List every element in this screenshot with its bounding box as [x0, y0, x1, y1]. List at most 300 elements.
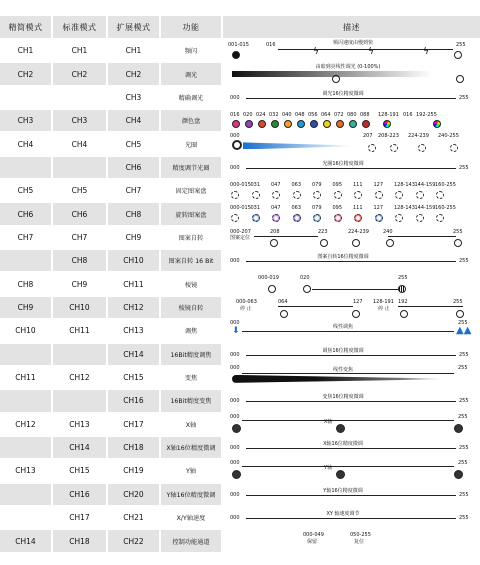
cell-simple: CH10	[15, 326, 36, 336]
scale-line	[242, 466, 454, 467]
cell-simple: CH7	[17, 232, 34, 242]
table-row	[0, 414, 480, 435]
table-row	[0, 87, 480, 108]
range-value: 020	[300, 274, 310, 281]
range-value: 208	[270, 228, 280, 235]
table-row	[0, 297, 480, 318]
range-caption: 变焦16位精度微调	[322, 394, 364, 401]
gobo-icon	[231, 214, 239, 222]
iris-icon	[390, 144, 398, 152]
gobo-range-label: 063	[291, 182, 302, 189]
range-start: 000-207	[230, 228, 251, 235]
description-cell	[228, 110, 480, 131]
description-cell	[228, 364, 480, 388]
range-caption: 线性变焦	[332, 366, 354, 373]
range-caption: X轴16位精度微调	[323, 440, 363, 447]
color-swatch-icon	[362, 120, 370, 128]
cell-standard: CH6	[53, 203, 106, 224]
gobo-range-label: 095	[332, 205, 343, 212]
scale-line	[246, 261, 456, 262]
cell-extended: CH22	[108, 530, 159, 551]
table-row	[0, 180, 480, 201]
cell-function: 颜色盘	[161, 110, 221, 131]
cell-standard: CH5	[71, 186, 88, 196]
range-caption: 频闪速度由慢到快	[332, 40, 374, 46]
prism-icon	[398, 285, 406, 293]
gobo-range-label: 000-015	[230, 182, 251, 189]
color-range-label: 040	[282, 112, 292, 119]
range-note: 复位	[354, 539, 365, 546]
prism-off-icon	[268, 285, 276, 293]
scale-line	[246, 168, 456, 169]
description-cell	[228, 250, 480, 271]
range-start: 000	[230, 364, 240, 371]
range-start: 000-063	[236, 298, 257, 305]
range-value: 224-239	[348, 228, 369, 235]
rainbow-icon	[433, 120, 441, 128]
range-caption: Y轴	[324, 465, 333, 472]
gobo-icon	[313, 214, 321, 222]
color-swatch-icon	[349, 120, 357, 128]
open-shutter-icon	[454, 51, 462, 59]
gobo-icon	[272, 191, 280, 199]
gobo-range-label: 079	[312, 182, 322, 189]
description-cell	[228, 40, 480, 61]
cell-standard	[53, 87, 106, 108]
range-caption: X轴	[324, 418, 333, 425]
cell-standard	[53, 157, 106, 178]
description-cell	[228, 274, 480, 295]
header-function: 功能	[161, 16, 221, 38]
color-range-label: 020	[243, 112, 253, 119]
scale-line	[246, 448, 456, 449]
table-row	[0, 530, 480, 551]
gobo-range-label: 144-159	[414, 205, 436, 212]
gobo-range-label: 127	[373, 182, 384, 189]
focus-mountain-icon: ▲▲	[456, 325, 472, 337]
range-note: 停 止	[378, 305, 390, 312]
gobo-range-label: 031	[250, 205, 261, 212]
rainbow-icon	[383, 120, 391, 128]
color-swatch-icon	[323, 120, 331, 128]
range-caption: 由暗到亮线性调光 (0-100%)	[315, 64, 381, 71]
cell-simple: CH5	[17, 186, 34, 196]
cell-simple: CH13	[15, 466, 36, 476]
cell-extended: CH3	[125, 92, 142, 102]
cell-simple	[0, 390, 51, 411]
cell-simple: CH9	[0, 297, 51, 318]
range-note: 停 止	[240, 305, 252, 312]
cell-extended: CH10	[108, 250, 159, 271]
gobo-icon	[436, 191, 444, 199]
gobo-icon	[313, 191, 321, 199]
table-row	[0, 203, 480, 224]
range-start: 000	[230, 398, 240, 405]
scale-line	[242, 420, 454, 421]
gobo-range-label: 127	[373, 205, 384, 212]
rotate-icon	[456, 310, 464, 318]
cell-standard: CH10	[53, 297, 106, 318]
range-start: 000	[230, 258, 240, 265]
range-note: 保留	[307, 539, 318, 546]
cell-function: 光圈	[184, 141, 198, 149]
gobo-range-label: 128-143	[394, 205, 415, 212]
range-value: 240	[383, 228, 393, 235]
gobo-range-label: 160-255	[435, 182, 456, 189]
table-row	[0, 364, 480, 388]
gobo-range-label: 144-159	[414, 182, 436, 189]
cell-standard: CH13	[69, 419, 90, 429]
cell-function: X/Y轴速度	[176, 515, 206, 523]
iris-icon	[450, 144, 458, 152]
range-end: 255	[458, 413, 468, 420]
range-end: 255	[459, 164, 469, 171]
description-cell	[228, 437, 480, 458]
range-end: 255	[458, 320, 468, 327]
cell-function: 图案自转	[178, 234, 204, 242]
gobo-icon	[293, 191, 301, 199]
stop-icon	[352, 239, 360, 247]
cell-simple: CH3	[0, 110, 51, 131]
cell-standard	[53, 344, 106, 365]
cell-simple: CH1	[17, 46, 34, 56]
description-cell	[228, 63, 480, 84]
cell-standard: CH16	[53, 484, 106, 505]
cell-simple	[0, 157, 51, 178]
scale-line	[246, 401, 456, 402]
cell-function: X轴16位精度微调	[161, 437, 221, 458]
color-swatch-icon	[271, 120, 279, 128]
gobo-range-label: 111	[353, 205, 363, 212]
cell-standard: CH12	[69, 373, 90, 383]
table-row	[0, 344, 480, 365]
range-value: 223	[318, 228, 328, 235]
range-start: 001-015	[228, 42, 249, 48]
full-light-icon	[456, 75, 464, 83]
color-range-label: 016	[403, 112, 413, 119]
cell-standard: CH4	[71, 139, 88, 149]
rotate-icon	[386, 239, 394, 247]
color-range-label: 064	[321, 112, 331, 119]
cell-extended: CH19	[123, 466, 144, 476]
cell-simple	[0, 437, 51, 458]
range-end: 255	[456, 42, 466, 48]
cell-simple	[0, 507, 51, 528]
gobo-range-label: 063	[291, 205, 302, 212]
gobo-range-label: 128-143	[394, 182, 415, 189]
scale-line	[246, 495, 456, 496]
gobo-icon	[293, 214, 301, 222]
range-caption: 线性调焦	[332, 324, 354, 331]
cell-standard: CH2	[53, 63, 106, 84]
range-start: 000	[230, 515, 240, 521]
cell-extended: CH15	[123, 373, 144, 383]
cell-function: 调光	[161, 63, 221, 84]
cell-simple	[0, 250, 51, 271]
description-cell	[228, 414, 480, 435]
cell-extended: CH6	[108, 157, 159, 178]
range-caption: XY 轴速度调节	[326, 511, 360, 517]
range-start: 000	[230, 133, 240, 140]
lightning-icon: ϟ	[368, 47, 374, 57]
scale-line	[246, 518, 456, 519]
header-extended-mode: 扩展模式	[108, 16, 159, 38]
range-end: 255	[453, 298, 463, 305]
description-cell	[228, 320, 480, 341]
cell-function: 变焦	[184, 375, 198, 383]
cell-simple: CH11	[15, 373, 36, 383]
cell-simple: CH4	[17, 139, 34, 149]
range-start: 000-019	[258, 274, 279, 281]
range-end: 255	[459, 351, 469, 358]
table-row	[0, 227, 480, 248]
cell-function: 16Bit精度变焦	[161, 390, 221, 411]
scale-line	[398, 306, 463, 307]
range-value: 128-191	[373, 298, 394, 305]
description-cell	[228, 484, 480, 505]
table-row	[0, 320, 480, 341]
cell-simple	[0, 484, 51, 505]
cell-simple: CH6	[0, 203, 51, 224]
rotate-icon	[280, 310, 288, 318]
color-swatch-icon	[258, 120, 266, 128]
range-start: 000	[230, 444, 240, 451]
scale-line	[254, 236, 318, 237]
closed-shutter-icon	[232, 51, 240, 59]
cell-function: 棱镜自转	[161, 297, 221, 318]
range-start: 000	[230, 320, 240, 327]
prism-icon	[303, 285, 311, 293]
range-caption: Y轴16位精度微调	[323, 487, 363, 494]
range-end: 255	[458, 460, 468, 467]
cell-function: 精度调节光圈	[161, 157, 221, 178]
cell-function: 旋转图案盘	[161, 203, 221, 224]
range-value: 208-223	[378, 133, 399, 140]
color-range-label: 080	[347, 112, 357, 119]
range-end: 255	[459, 398, 469, 405]
scale-line	[312, 289, 398, 290]
gobo-icon	[395, 191, 403, 199]
color-swatch-icon	[284, 120, 292, 128]
cell-extended: CH14	[108, 344, 159, 365]
range-caption: 光圈16位精度微调	[322, 160, 364, 167]
gobo-icon	[252, 191, 260, 199]
range-value: 000-049	[303, 532, 324, 539]
cell-function: 16Bit精度调焦	[161, 344, 221, 365]
range-value: 050-255	[350, 532, 371, 539]
cell-extended: CH18	[108, 437, 159, 458]
rotate-icon	[454, 239, 462, 247]
cell-extended: CH2	[108, 63, 159, 84]
iris-open-icon	[232, 140, 242, 150]
description-cell	[228, 133, 480, 154]
cell-simple: CH2	[0, 63, 51, 84]
tilt-fixture-icon	[336, 470, 345, 479]
gobo-range-label: 079	[312, 205, 322, 212]
color-range-label: 088	[360, 112, 370, 119]
range-end: 255	[459, 491, 469, 498]
tilt-fixture-icon	[232, 470, 241, 479]
range-start: 000	[230, 94, 240, 101]
pan-fixture-icon	[454, 424, 463, 433]
cell-standard: CH8	[53, 250, 106, 271]
gobo-icon	[375, 191, 383, 199]
cell-extended: CH7	[125, 186, 142, 196]
gobo-icon	[334, 191, 342, 199]
range-value: 064	[278, 298, 288, 305]
description-cell	[228, 180, 480, 201]
cell-standard: CH3	[53, 110, 106, 131]
range-end: 255	[459, 444, 469, 451]
range-start: 000	[230, 164, 240, 171]
cell-function: Y轴	[186, 468, 196, 476]
color-swatch-icon	[336, 120, 344, 128]
rotate-icon	[352, 310, 360, 318]
range-caption: 调焦16位精度微调	[322, 347, 364, 354]
iris-icon	[368, 144, 376, 152]
range-start: 000	[230, 351, 240, 358]
cell-standard: CH9	[71, 279, 88, 289]
range-value: 240-255	[438, 133, 459, 140]
cell-simple	[0, 344, 51, 365]
gobo-icon	[334, 214, 342, 222]
range-end: 255	[459, 94, 469, 101]
color-swatch-icon	[232, 120, 240, 128]
lightning-icon: ϟ	[423, 47, 429, 57]
description-cell	[228, 87, 480, 108]
color-range-label: 016	[230, 112, 240, 119]
lightning-icon: ϟ	[313, 47, 319, 57]
cell-function: 调焦	[184, 328, 198, 336]
gobo-range-label: 111	[353, 182, 363, 189]
color-range-label: 048	[295, 112, 305, 119]
header-simple-mode: 精简模式	[0, 16, 51, 38]
table-row	[0, 63, 480, 84]
table-row	[0, 40, 480, 61]
cell-simple: CH14	[0, 530, 51, 551]
description-cell	[228, 203, 480, 224]
rotate-icon	[320, 239, 328, 247]
gobo-range-label: 047	[271, 205, 281, 212]
description-cell	[228, 344, 480, 365]
scale-line	[246, 355, 456, 356]
description-cell	[228, 390, 480, 411]
color-range-label: 032	[269, 112, 279, 119]
color-range-label: 072	[334, 112, 344, 119]
range-end: 255	[459, 515, 469, 521]
table-row	[0, 390, 480, 411]
header-description: 描述	[223, 16, 480, 38]
range-value: 224-239	[408, 133, 429, 140]
table-row	[0, 437, 480, 458]
cell-extended: CH1	[125, 46, 142, 56]
scale-line	[388, 236, 456, 237]
cell-standard	[53, 390, 106, 411]
cell-simple: CH8	[17, 279, 34, 289]
cell-simple: CH12	[15, 419, 36, 429]
color-swatch-icon	[245, 120, 253, 128]
description-cell	[228, 227, 480, 248]
pan-fixture-icon	[336, 424, 345, 433]
cell-standard: CH15	[69, 466, 90, 476]
table-row	[0, 460, 480, 481]
range-end: 255	[398, 274, 408, 281]
iris-icon	[418, 144, 426, 152]
scale-line	[246, 98, 456, 99]
description-cell	[228, 530, 480, 551]
cell-function: Y轴16位精度微调	[161, 484, 221, 505]
cell-extended: CH12	[108, 297, 159, 318]
description-cell	[228, 507, 480, 528]
gobo-icon	[252, 214, 260, 222]
header-standard-mode: 标准模式	[53, 16, 106, 38]
range-end: 255	[458, 364, 468, 371]
range-value: 207	[363, 133, 373, 140]
cell-extended: CH4	[108, 110, 159, 131]
cell-extended: CH9	[125, 232, 142, 242]
range-caption: 调光16位精度微调	[322, 90, 364, 97]
cell-extended: CH5	[125, 139, 142, 149]
description-cell	[228, 460, 480, 481]
description-cell	[228, 297, 480, 318]
table-row	[0, 507, 480, 528]
gobo-icon	[436, 214, 444, 222]
cell-function: 固定图案盘	[175, 188, 207, 196]
gobo-icon	[354, 191, 362, 199]
range-value: 016	[266, 42, 276, 48]
gobo-range-label: 031	[250, 182, 261, 189]
gobo-icon	[272, 214, 280, 222]
table-row	[0, 274, 480, 295]
color-range-label: 128-191	[378, 112, 399, 119]
description-cell	[228, 157, 480, 178]
gobo-icon	[395, 214, 403, 222]
cell-standard: CH17	[69, 513, 90, 523]
cell-function: 图案自转 16 Bit	[161, 250, 221, 271]
gobo-range-label: 160-255	[435, 205, 456, 212]
cell-standard: CH7	[71, 232, 88, 242]
range-end: 255	[453, 228, 463, 235]
gobo-icon	[231, 191, 239, 199]
pan-fixture-icon	[232, 424, 241, 433]
iris-beam	[243, 142, 353, 149]
rotate-icon	[270, 239, 278, 247]
cell-function: 频闪	[184, 48, 198, 56]
range-note: 图案定位	[230, 234, 251, 241]
gobo-range-label: 000-015	[230, 205, 251, 212]
color-swatch-icon	[297, 120, 305, 128]
gobo-icon	[354, 214, 362, 222]
table-row	[0, 250, 480, 271]
scale-line	[242, 331, 454, 332]
cell-standard: CH11	[69, 326, 90, 336]
range-start: 000	[230, 460, 240, 467]
gobo-icon	[416, 214, 424, 222]
color-range-label: 056	[308, 112, 318, 119]
cell-standard: CH14	[53, 437, 106, 458]
range-end: 255	[459, 258, 469, 265]
cell-standard: CH18	[53, 530, 106, 551]
scale-line	[278, 306, 353, 307]
range-value: 192	[398, 298, 408, 305]
focus-arrow-icon: ⬇	[232, 326, 240, 337]
color-swatch-icon	[310, 120, 318, 128]
cell-extended: CH20	[108, 484, 159, 505]
cell-extended: CH17	[123, 419, 144, 429]
scale-line	[242, 373, 454, 374]
cell-function: 精确调光	[178, 94, 204, 102]
cell-extended: CH13	[123, 326, 144, 336]
